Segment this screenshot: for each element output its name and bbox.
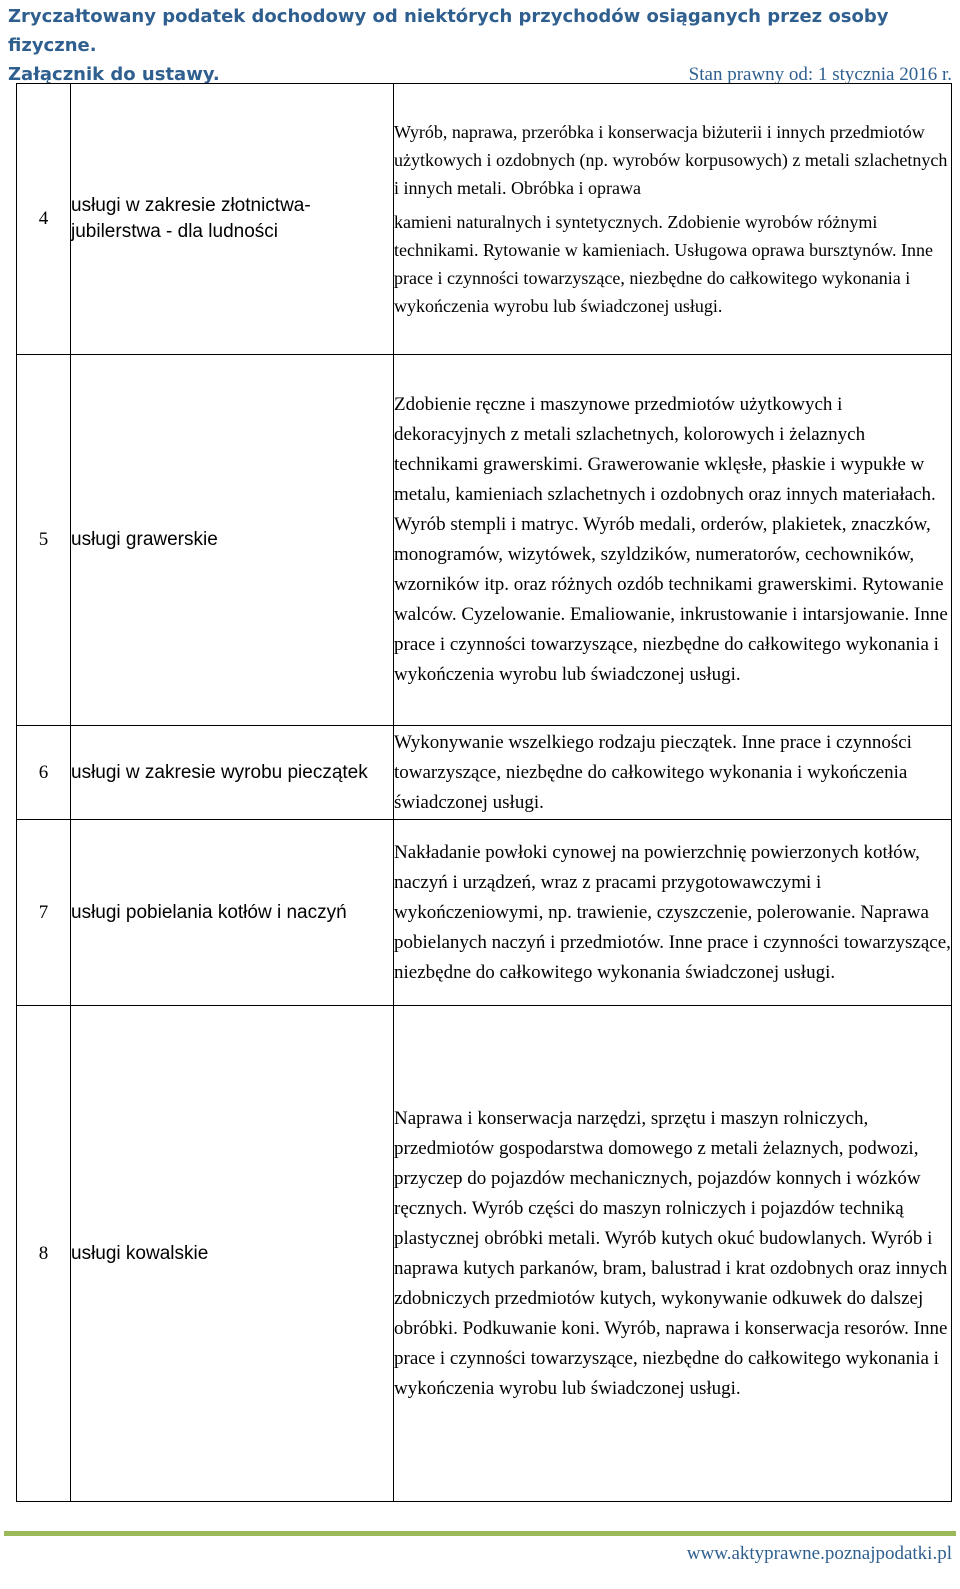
- row-number: 4: [17, 84, 71, 355]
- footer-website-link[interactable]: www.aktyprawne.poznajpodatki.pl: [686, 1543, 952, 1564]
- document-title: Zryczałtowany podatek dochodowy od niektórych przychodów osiąganych przez osoby fizyczne.: [8, 6, 889, 56]
- service-name: usługi kowalskie: [71, 1006, 394, 1502]
- service-description: Zdobienie ręczne i maszynowe przedmiotów użytkowych i dekoracyjnych z metali szlachetnych, kolorowych i żelaznych technikami grawerskimi. Grawerowanie wklęsłe, płaskie i wypukłe w metalu, kamieniach szlachetnych i ozdobnych oraz innych materiałach. Wyrób stempli i matryc. Wyrób medali, orderów, plakietek, znaczków, monogramów, wizytówek, szyldzików, numeratorów, cechowników, wzorników itp. oraz różnych ozdób technikami grawerskimi. Rytowanie walców. Cyzelowanie. Emaliowanie, inkrustowanie i intarsjowanie. Inne prace i czynności towarzyszące, niezbędne do całkowitego wykonania i wykończenia wyrobu lub świadczonej usługi.: [394, 355, 952, 726]
- service-name: usługi w zakresie złotnictwa-jubilerstwa - dla ludności: [71, 84, 394, 355]
- footer-divider: [4, 1531, 956, 1536]
- service-description: Naprawa i konserwacja narzędzi, sprzętu i maszyn rolniczych, przedmiotów gospodarstwa domowego z metali żelaznych, podwozi, przyczep do pojazdów mechanicznych, pojazdów konnych i wózków ręcznych. Wyrób części do maszyn rolniczych i pojazdów techniką plastycznej obróbki metali. Wyrób kutych okuć budowlanych. Wyrób i naprawa kutych parkanów, bram, balustrad i krat ozdobnych oraz innych zdobniczych przedmiotów kutych, wykonywanie odkuwek do dalszej obróbki. Podkuwanie koni. Wyrób, naprawa i konserwacja resorów. Inne prace i czynności towarzyszące, niezbędne do całkowitego wykonania i wykończenia wyrobu lub świadczonej usługi.: [394, 1006, 952, 1502]
- row-number: 5: [17, 355, 71, 726]
- service-description-part2: kamieni naturalnych i syntetycznych. Zdobienie wyrobów różnymi technikami. Rytowanie w kamieniach. Usługowa oprawa bursztynów. Inne prace i czynności towarzyszące, niezbędne do całkowitego wykonania i wykończenia wyrobu lub świadczonej usługi.: [394, 212, 933, 316]
- legal-status: Stan prawny od: 1 stycznia 2016 r.: [688, 64, 952, 85]
- row-number: 6: [17, 726, 71, 820]
- table-row: [17, 355, 952, 726]
- service-description: Wykonywanie wszelkiego rodzaju pieczątek. Inne prace i czynności towarzyszące, niezbędne do całkowitego wykonania i wykończenia świadczonej usługi.: [394, 726, 952, 820]
- table-row: [17, 820, 952, 1006]
- attachment-label: Załącznik do ustawy.: [8, 64, 220, 85]
- service-name: usługi w zakresie wyrobu pieczątek: [71, 726, 394, 820]
- row-number: 8: [17, 1006, 71, 1502]
- service-description: Nakładanie powłoki cynowej na powierzchnię powierzonych kotłów, naczyń i urządzeń, wraz z pracami przygotowawczymi i wykończeniowymi, np. trawienie, czyszczenie, polerowanie. Naprawa pobielanych naczyń i przedmiotów. Inne prace i czynności towarzyszące, niezbędne do całkowitego wykonania świadczonej usługi.: [394, 820, 952, 1006]
- service-name: usługi grawerskie: [71, 355, 394, 726]
- table-row: [17, 1006, 952, 1502]
- table-row: [17, 726, 952, 820]
- table-row: [17, 84, 952, 355]
- document-header: [8, 2, 952, 89]
- row-number: 7: [17, 820, 71, 1006]
- service-name: usługi pobielania kotłów i naczyń: [71, 820, 394, 1006]
- service-description-part1: Wyrób, naprawa, przeróbka i konserwacja biżuterii i innych przedmiotów użytkowych i ozdobnych (np. wyrobów korpusowych) z metali szlachetnych i innych metali. Obróbka i oprawa: [394, 122, 948, 198]
- service-description: [394, 84, 952, 355]
- services-table: [16, 83, 952, 1502]
